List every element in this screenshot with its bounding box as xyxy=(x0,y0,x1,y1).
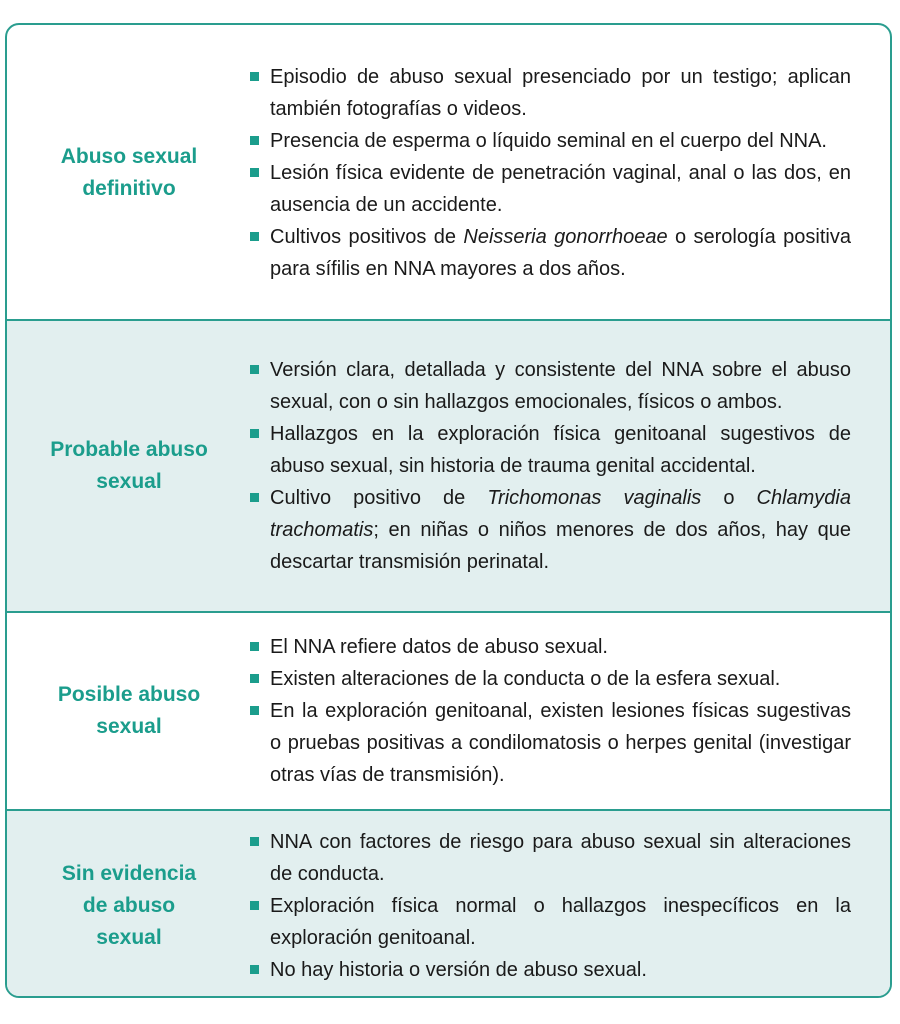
square-bullet-icon xyxy=(250,901,259,910)
row-label xyxy=(7,321,251,611)
square-bullet-icon xyxy=(250,965,259,974)
row-label-line: Abuso sexual xyxy=(60,145,198,168)
square-bullet-icon xyxy=(250,837,259,846)
square-bullet-icon xyxy=(250,232,259,241)
list-item: No hay historia o versión de abuso sexual. xyxy=(251,954,851,986)
list-item: Presencia de esperma o líquido seminal en el cuerpo del NNA. xyxy=(251,125,851,157)
table-row-definitivo xyxy=(7,25,890,321)
square-bullet-icon xyxy=(250,429,259,438)
square-bullet-icon xyxy=(250,706,259,715)
list-item: Versión clara, detallada y consistente del NNA sobre el abuso sexual, con o sin hallazgos emocionales, físicos o ambos. xyxy=(251,354,851,418)
row-label-line: definitivo xyxy=(82,177,176,200)
square-bullet-icon xyxy=(250,642,259,651)
organism-name: Neisseria gonorrhoeae xyxy=(463,226,668,248)
list-item: El NNA refiere datos de abuso sexual. xyxy=(251,631,851,663)
list-item: Cultivo positivo de Trichomonas vaginalis o Chlamydia trachomatis; en niñas o niños menores de dos años, hay que descartar transmisión perinatal. xyxy=(251,482,851,578)
square-bullet-icon xyxy=(250,365,259,374)
row-label-line: Probable abuso xyxy=(50,438,208,461)
abuse-classification-table xyxy=(5,23,892,998)
list-item: Episodio de abuso sexual presenciado por un testigo; aplican también fotografías o videos. xyxy=(251,61,851,125)
square-bullet-icon xyxy=(250,674,259,683)
row-label xyxy=(7,811,251,998)
organism-name: Chlamydia trachomatis xyxy=(270,487,851,541)
row-label-line: Sin evidencia xyxy=(61,861,197,885)
square-bullet-icon xyxy=(250,136,259,145)
list-item: En la exploración genitoanal, existen lesiones físicas sugestivas o pruebas positivas a condilomatosis o herpes genital (investigar otras vías de transmisión). xyxy=(251,695,851,791)
criteria-list xyxy=(251,321,851,611)
row-label-line: Posible abuso xyxy=(57,683,201,706)
list-item: Existen alteraciones de la conducta o de la esfera sexual. xyxy=(251,663,851,695)
row-label-line: sexual xyxy=(96,470,162,493)
criteria-list xyxy=(251,25,851,321)
table-row-probable xyxy=(7,319,890,611)
row-label xyxy=(7,25,251,321)
list-item: NNA con factores de riesgo para abuso sexual sin alteraciones de conducta. xyxy=(251,826,851,890)
row-label xyxy=(7,613,251,809)
organism-name: Trichomonas vaginalis xyxy=(487,487,702,509)
row-label-line: sexual xyxy=(96,715,162,738)
square-bullet-icon xyxy=(250,72,259,81)
table-row-sin-evidencia xyxy=(7,809,890,998)
row-label-line: sexual xyxy=(96,925,162,949)
criteria-list xyxy=(251,613,851,809)
table-row-posible xyxy=(7,611,890,809)
criteria-list xyxy=(251,811,851,998)
list-item: Cultivos positivos de Neisseria gonorrhoeae o serología positiva para sífilis en NNA mayores a dos años. xyxy=(251,221,851,285)
list-item: Exploración física normal o hallazgos inespecíficos en la exploración genitoanal. xyxy=(251,890,851,954)
square-bullet-icon xyxy=(250,493,259,502)
list-item: Lesión física evidente de penetración vaginal, anal o las dos, en ausencia de un accidente. xyxy=(251,157,851,221)
list-item: Hallazgos en la exploración física genitoanal sugestivos de abuso sexual, sin historia de trauma genital accidental. xyxy=(251,418,851,482)
row-label-line: de abuso xyxy=(82,893,176,917)
square-bullet-icon xyxy=(250,168,259,177)
